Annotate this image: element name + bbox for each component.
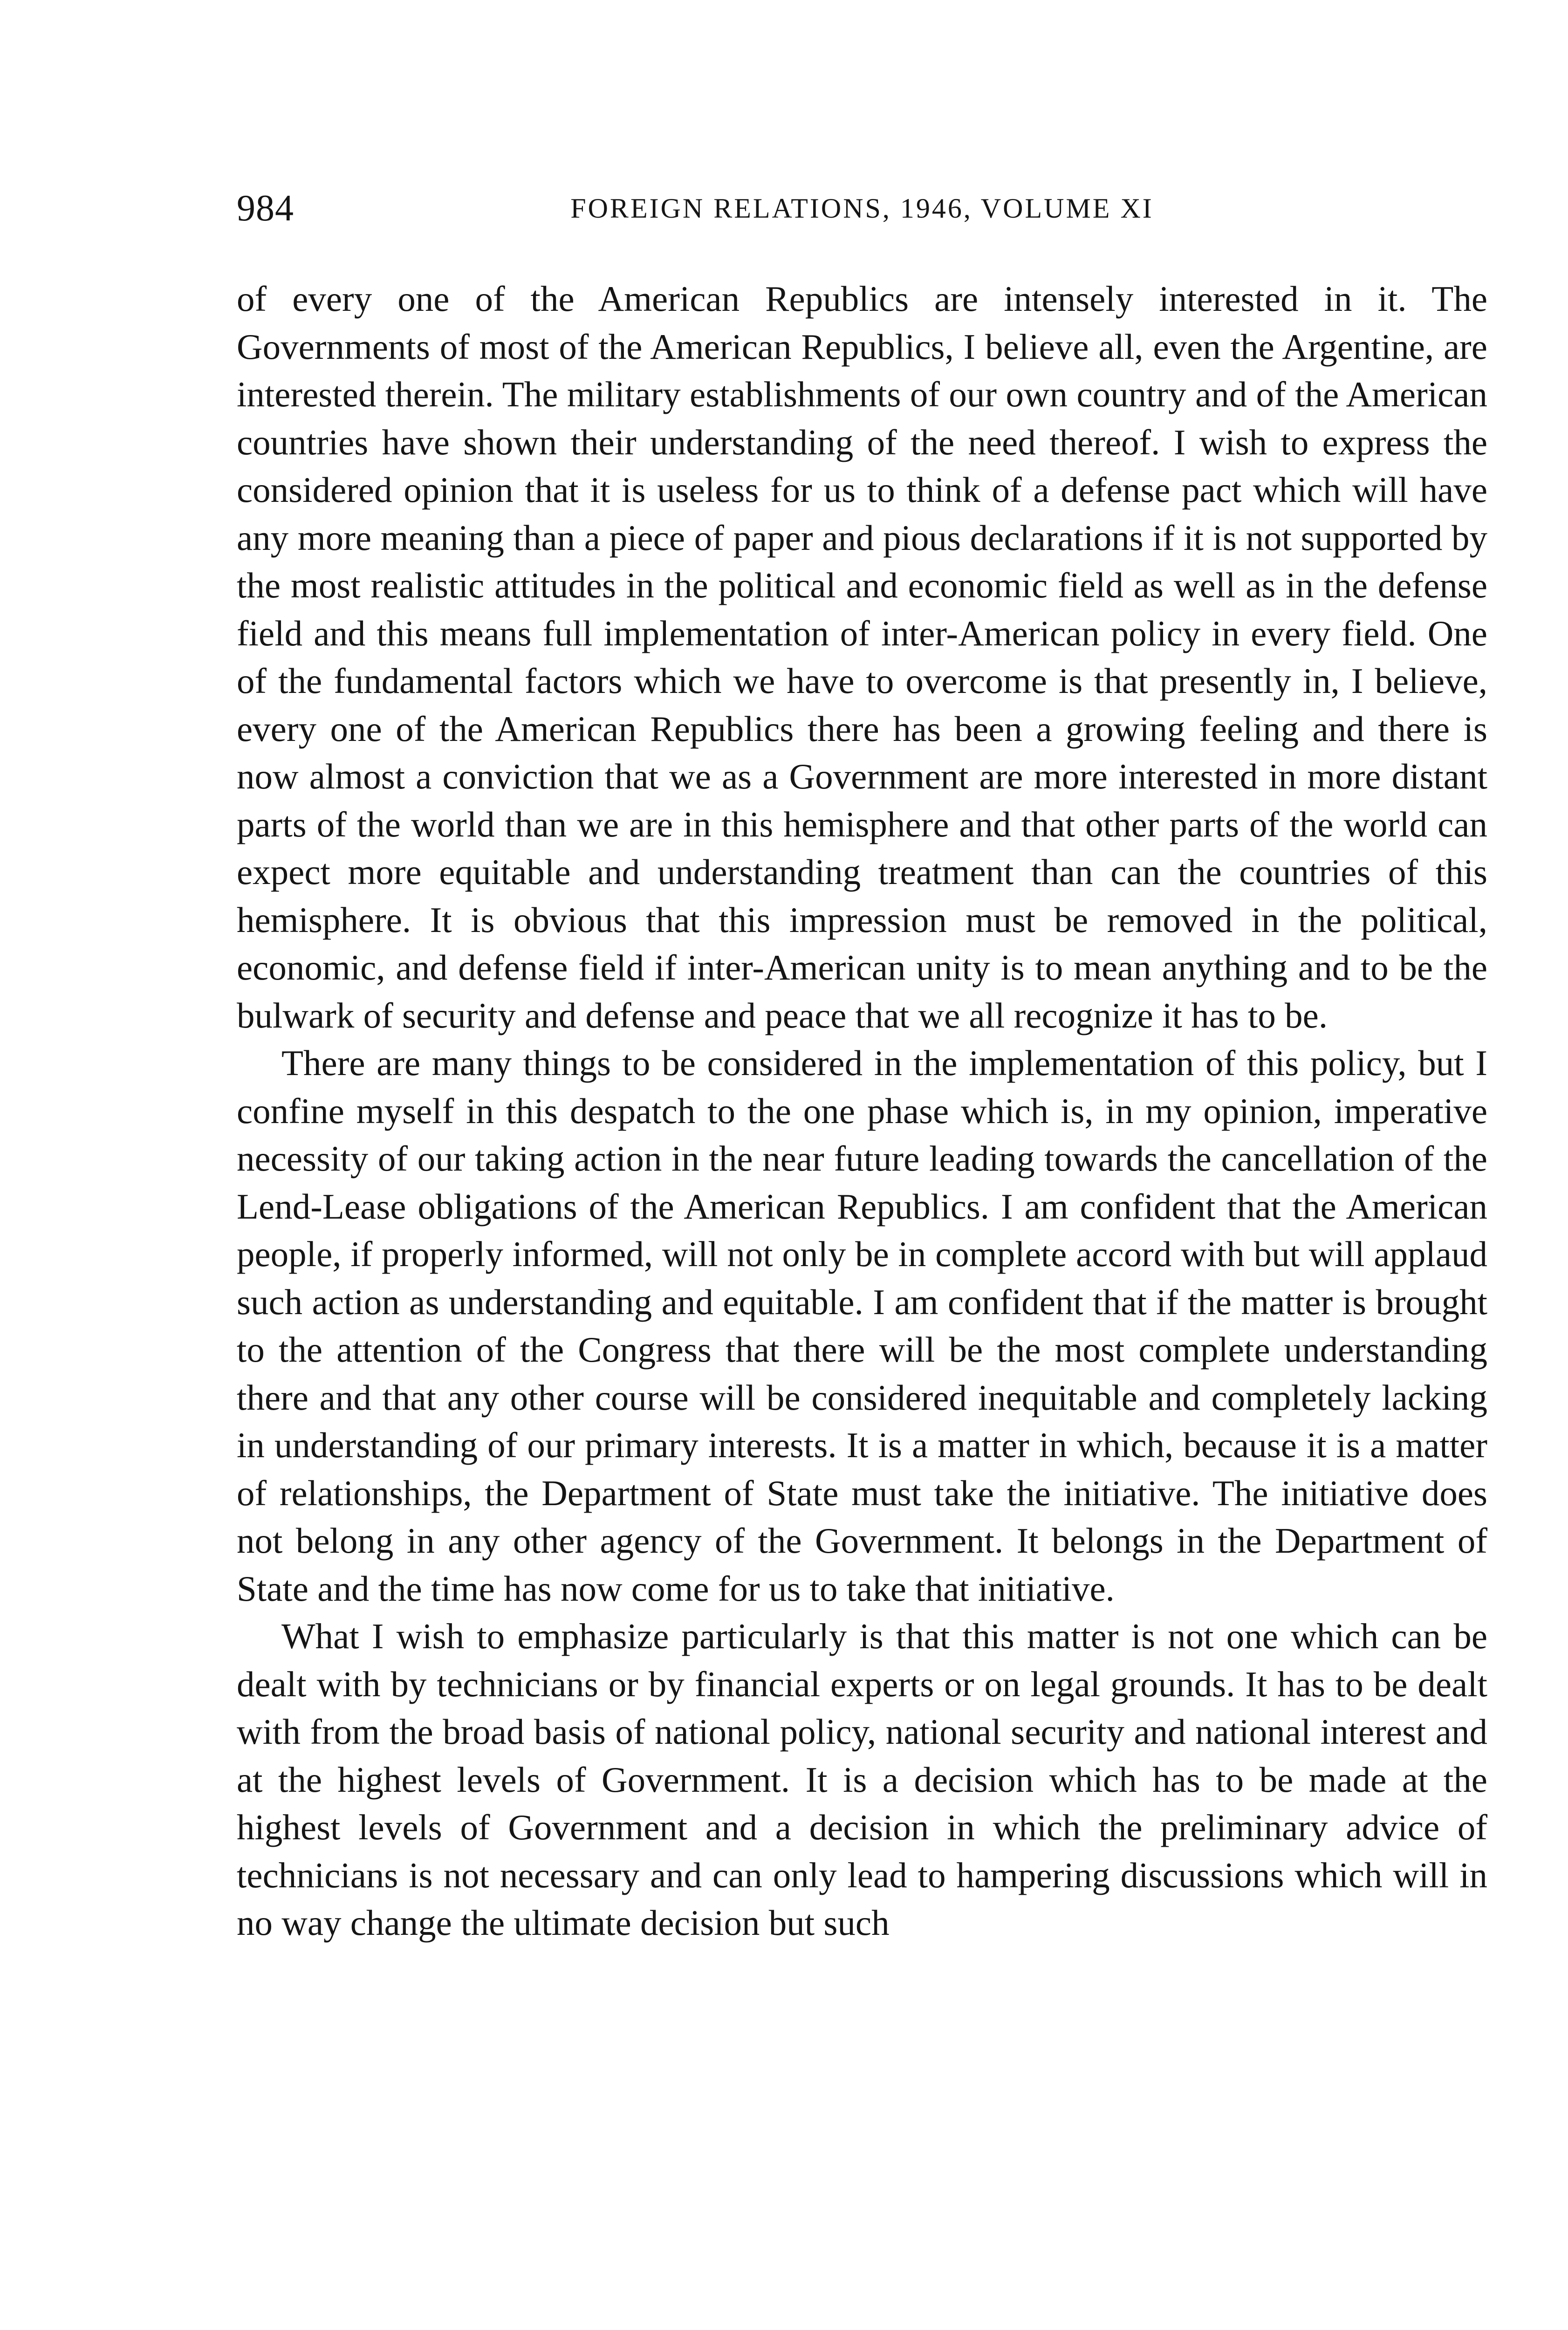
running-title: FOREIGN RELATIONS, 1946, VOLUME XI [570, 193, 1154, 224]
paragraph-emphasis: What I wish to emphasize particularly is that this matter is not one which can be dealt with by technicians or by financial experts or on legal grounds. It has to be dealt with from the broad basis of national policy, national security and national interest and at the highest levels of Government. It is a decision which has to be made at the highest levels of Government and a decision in which the preliminary advice of technicians is not necessary and can only lead to hampering discussions which will in no way change the ultimate decision but such [237, 1616, 1487, 1943]
paragraph-lend-lease: There are many things to be considered in the implementation of this policy, but I confine myself in this despatch to the one phase which is, in my opinion, imperative necessity of our taking action in the near future leading towards the cancellation of the Lend-Lease obligations of the American Republics. I am confident that the American people, if properly informed, will not only be in complete accord with but will applaud such action as understanding and equitable. I am confident that if the matter is brought to the attention of the Congress that there will be the most complete understanding there and that any other course will be considered inequitable and completely lacking in understanding of our primary interests. It is a matter in which, because it is a matter of relationships, the Department of State must take the initiative. The initiative does not belong in any other agency of the Government. It belongs in the Department of State and the time has now come for us to take that initiative. [237, 1043, 1487, 1609]
body-text [237, 275, 1487, 1947]
paragraph-continued: of every one of the American Republics are intensely interested in it. The Governments of most of the American Republics, I believe all, even the Argentine, are interested therein. The military establishments of our own country and of the American countries have shown their understanding of the need thereof. I wish to express the considered opinion that it is useless for us to think of a defense pact which will have any more meaning than a piece of paper and pious declarations if it is not supported by the most realistic attitudes in the political and economic field as well as in the defense field and this means full implementation of inter-American policy in every field. One of the fundamental factors which we have to overcome is that presently in, I believe, every one of the American Republics there has been a growing feeling and there is now almost a conviction that we as a Government are more interested in more distant parts of the world than we are in this hemisphere and that other parts of the world can expect more equitable and understanding treatment than can the countries of this hemisphere. It is obvious that this impression must be removed in the political, economic, and defense field if inter-American unity is to mean anything and to be the bulwark of security and defense and peace that we all recognize it has to be. [237, 279, 1487, 1035]
page-number: 984 [237, 188, 294, 229]
running-head [237, 183, 1487, 234]
